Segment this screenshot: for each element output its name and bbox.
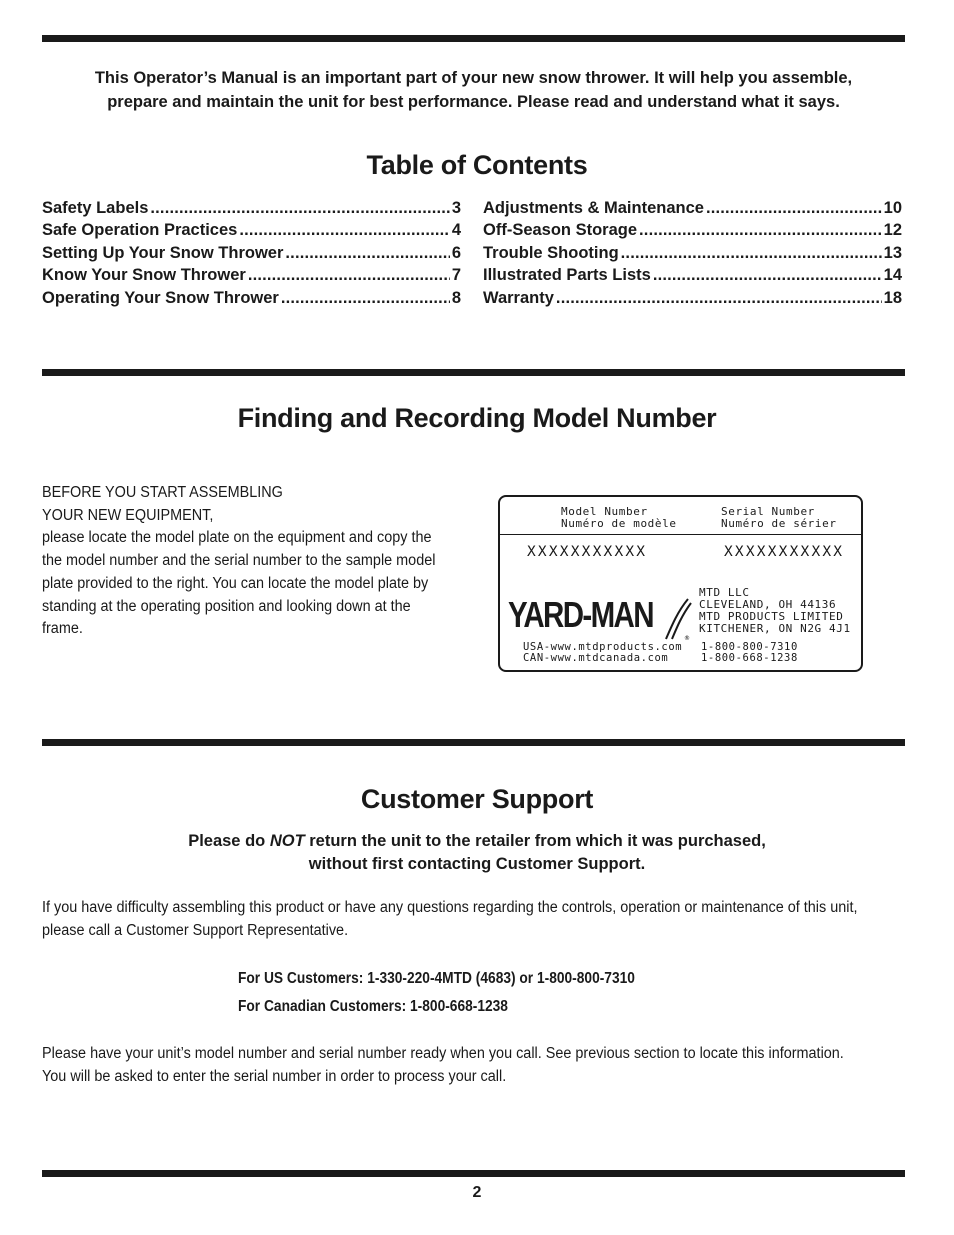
model-plate xyxy=(498,495,863,672)
toc-entry-page: 14 xyxy=(883,266,902,285)
svg-text:®: ® xyxy=(684,635,690,641)
toc-entry-label: Safe Operation Practices xyxy=(42,221,238,240)
toc-left-column xyxy=(42,199,461,311)
toc-leader-dots xyxy=(285,244,449,263)
toc-entry[interactable] xyxy=(483,199,902,221)
toc-entry-label: Operating Your Snow Thrower xyxy=(42,288,279,307)
serial-number-label: Serial Number xyxy=(721,505,815,518)
toc-entry[interactable] xyxy=(483,289,902,311)
toc-leader-dots xyxy=(281,289,450,308)
section-divider xyxy=(42,739,905,746)
canadian-customer-phone: For Canadian Customers: 1-800-668-1238 xyxy=(238,998,508,1015)
model-number-label-fr: Numéro de modèle xyxy=(561,517,677,530)
toc-leader-dots xyxy=(621,244,882,263)
toc-entry-label: Trouble Shooting xyxy=(483,243,619,262)
page-number: 2 xyxy=(472,1184,482,1201)
toc-entry[interactable] xyxy=(483,266,902,288)
toc-leader-dots xyxy=(556,289,882,308)
toc-entry-page: 12 xyxy=(883,221,902,240)
toc-entry[interactable] xyxy=(42,244,461,266)
address-line: MTD LLC xyxy=(699,586,750,599)
toc-entry[interactable] xyxy=(483,244,902,266)
toc-entry-page: 13 xyxy=(883,243,902,262)
toc-entry-label: Know Your Snow Thrower xyxy=(42,266,246,285)
support-notice: Please do NOT return the unit to the retailer from which it was purchased, without first contacting Customer Support. xyxy=(188,832,766,873)
phone-canada: 1-800-668-1238 xyxy=(701,652,798,664)
model-number-value: XXXXXXXXXXX xyxy=(527,544,648,560)
toc-entry[interactable] xyxy=(42,199,461,221)
toc-leader-dots xyxy=(150,199,449,218)
model-instructions: BEFORE YOU START ASSEMBLING YOUR NEW EQUIPMENT, please locate the model plate on the equipment and copy the the model number and the serial number to the sample model plate provided to the right. You can locate the model plate by standing at the operating position and looking down at the frame. xyxy=(42,484,436,638)
emphasis-not: NOT xyxy=(269,832,305,850)
model-section-title: Finding and Recording Model Number xyxy=(237,403,717,433)
top-divider xyxy=(42,35,905,42)
toc-leader-dots xyxy=(706,199,882,218)
support-section-title: Customer Support xyxy=(360,784,594,814)
toc-entry-label: Safety Labels xyxy=(42,199,149,217)
section-divider xyxy=(42,369,905,376)
website-usa: USA-www.mtdproducts.com xyxy=(523,641,683,653)
toc-entry[interactable] xyxy=(483,221,902,243)
us-customer-phone: For US Customers: 1-330-220-4MTD (4683) or 1-800-800-7310 xyxy=(238,970,635,987)
model-number-label: Model Number xyxy=(561,505,648,518)
toc-entry-page: 4 xyxy=(451,221,461,240)
toc-leader-dots xyxy=(653,266,882,285)
support-paragraph: If you have difficulty assembling this product or have any questions regarding the controls, operation or maintenance of this unit, please call a Customer Support Representative. xyxy=(42,899,858,939)
toc-leader-dots xyxy=(639,221,882,240)
logo-swoosh-icon xyxy=(664,597,692,641)
serial-ready-paragraph: Please have your unit’s model number and serial number ready when you call. See previous section to locate this information. You will be asked to enter the serial number in order to process your call. xyxy=(42,1045,844,1085)
yard-man-logo: YARD-MAN xyxy=(508,594,653,635)
toc-entry[interactable] xyxy=(42,289,461,311)
toc-right-column xyxy=(483,199,902,311)
toc-leader-dots xyxy=(239,221,449,240)
toc-entry-page: 7 xyxy=(451,266,461,285)
toc-leader-dots xyxy=(248,266,450,285)
toc-entry[interactable] xyxy=(42,221,461,243)
toc-entry[interactable] xyxy=(42,266,461,288)
address-line: KITCHENER, ON N2G 4J1 xyxy=(699,622,851,635)
toc-entry-page: 18 xyxy=(883,288,902,307)
address-line: CLEVELAND, OH 44136 xyxy=(699,598,837,611)
intro-paragraph: This Operator’s Manual is an important part of your new snow thrower. It will help you assemble, prepare and maintain the unit for best performance. Please read and understand what it says. xyxy=(94,69,853,111)
address-line: MTD PRODUCTS LIMITED xyxy=(699,610,844,623)
toc-entry-label: Illustrated Parts Lists xyxy=(483,266,651,285)
serial-number-label-fr: Numéro de sérier xyxy=(721,517,837,530)
toc-entry-label: Warranty xyxy=(483,288,554,307)
toc-entry-page: 3 xyxy=(451,199,461,217)
toc-entry-page: 8 xyxy=(451,288,461,307)
toc-title: Table of Contents xyxy=(366,150,588,180)
toc-entry-page: 10 xyxy=(883,199,902,217)
plate-divider xyxy=(500,534,861,535)
website-canada: CAN-www.mtdcanada.com xyxy=(523,652,669,664)
toc-entry-page: 6 xyxy=(451,243,461,262)
toc-entry-label: Setting Up Your Snow Thrower xyxy=(42,243,284,262)
bottom-divider xyxy=(42,1170,905,1177)
phone-usa: 1-800-800-7310 xyxy=(701,641,798,653)
toc-entry-label: Off-Season Storage xyxy=(483,221,638,240)
serial-number-value: XXXXXXXXXXX xyxy=(724,544,845,560)
toc-entry-label: Adjustments & Maintenance xyxy=(483,199,704,217)
